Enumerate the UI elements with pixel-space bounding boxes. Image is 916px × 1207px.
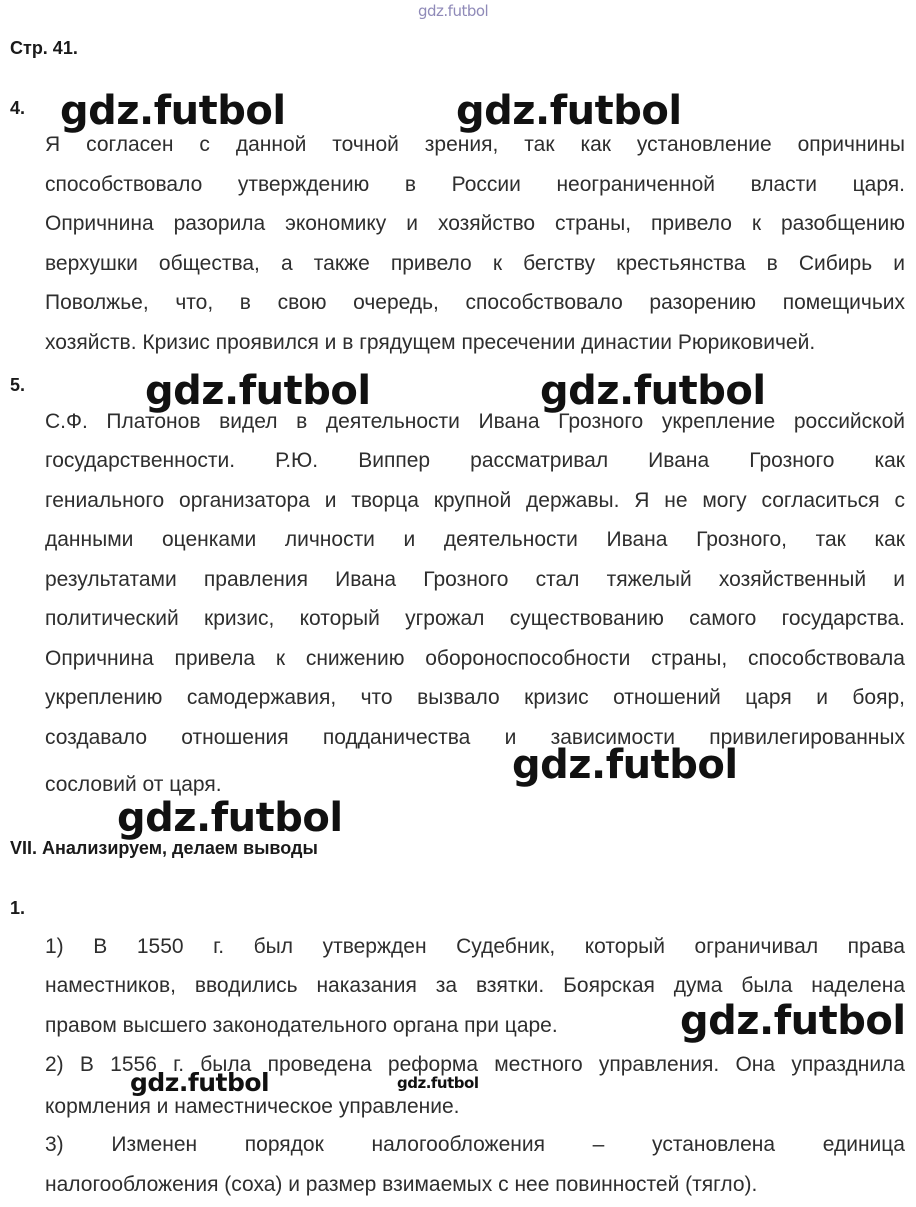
task-5-line: сословий от царя.	[45, 773, 222, 796]
watermark: gdz.futbol	[130, 1068, 270, 1097]
task-5-line: создавало отношения подданичества и зависимости привилегированных	[45, 726, 905, 749]
watermark: gdz.futbol	[117, 795, 343, 841]
watermark-top: gdz.futbol	[418, 2, 489, 20]
watermark: gdz.futbol	[145, 368, 371, 414]
watermark: gdz.futbol	[540, 368, 766, 414]
watermark: gdz.futbol	[397, 1074, 479, 1092]
task-5-line: государственности. Р.Ю. Виппер рассматривал Ивана Грозного как	[45, 449, 905, 472]
task-4-line: способствовало утверждению в России неограниченной власти царя.	[45, 173, 905, 196]
task-5-line: данными оценками личности и деятельности Ивана Грозного, так как	[45, 528, 905, 551]
task-5-line: политический кризис, который угрожал существованию самого государства.	[45, 607, 905, 630]
watermark: gdz.futbol	[456, 88, 682, 134]
task-4-line: верхушки общества, а также привело к бегству крестьянства в Сибирь и	[45, 252, 905, 275]
task-5-line: С.Ф. Платонов видел в деятельности Ивана Грозного укрепление российской	[45, 410, 905, 433]
task-5-line: Опричнина привела к снижению обороноспособности страны, способствовала	[45, 647, 905, 670]
watermark: gdz.futbol	[680, 998, 906, 1044]
task-7-1-line: правом высшего законодательного органа при царе.	[45, 1014, 558, 1037]
task-4-line: Опричнина разорила экономику и хозяйство страны, привело к разобщению	[45, 212, 905, 235]
task-7-1-line: кормления и наместническое управление.	[45, 1095, 460, 1118]
task-5-line: результатами правления Ивана Грозного стал тяжелый хозяйственный и	[45, 568, 905, 591]
task-7-1-line: 3) Изменен порядок налогообложения – установлена единица	[45, 1133, 905, 1156]
task-7-1-line: налогообложения (соха) и размер взимаемых с нее повинностей (тягло).	[45, 1173, 758, 1196]
task-4-line: Поволжье, что, в свою очередь, способствовало разорению помещичьих	[45, 291, 905, 314]
task-5-line: укреплению самодержавия, что вызвало кризис отношений царя и бояр,	[45, 686, 905, 709]
task-5-number: 5.	[10, 375, 26, 395]
task-4-line: хозяйств. Кризис проявился и в грядущем пресечении династии Рюриковичей.	[45, 331, 816, 354]
task-7-1-line: наместников, вводились наказания за взятки. Боярская дума была наделена	[45, 974, 905, 997]
task-7-1-number: 1.	[10, 898, 26, 918]
task-7-1-line: 2) В 1556 г. была проведена реформа местного управления. Она упразднила	[45, 1053, 905, 1076]
page-heading: Стр. 41.	[10, 38, 78, 58]
watermark: gdz.futbol	[512, 742, 738, 788]
section-heading: VII. Анализируем, делаем выводы	[10, 838, 318, 858]
task-4-number: 4.	[10, 98, 26, 118]
task-7-1-line: 1) В 1550 г. был утвержден Судебник, который ограничивал права	[45, 935, 905, 958]
task-5-line: гениального организатора и творца крупной державы. Я не могу согласиться с	[45, 489, 905, 512]
task-4-line: Я согласен с данной точной зрения, так как установление опричнины	[45, 133, 905, 156]
watermark: gdz.futbol	[60, 88, 286, 134]
